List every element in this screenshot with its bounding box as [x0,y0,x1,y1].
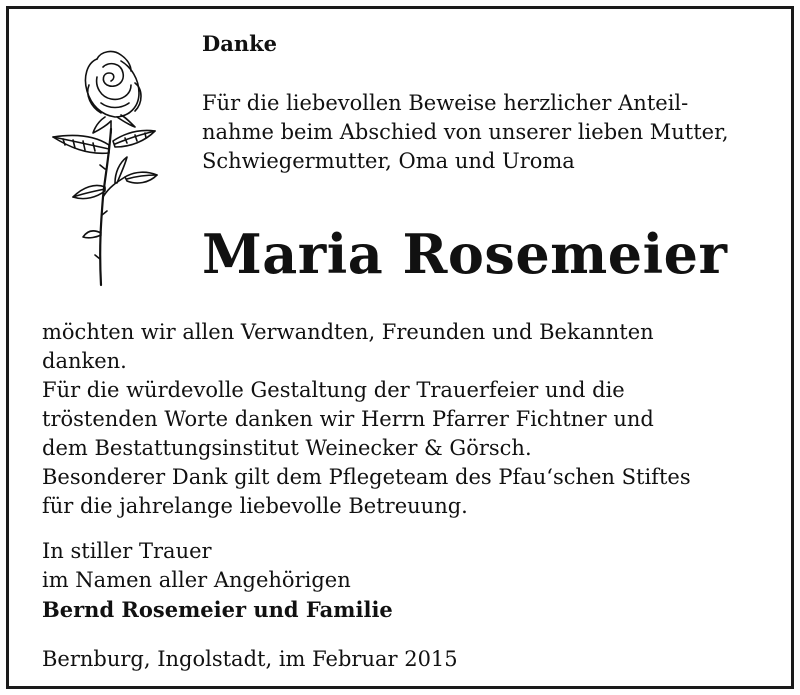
body-line: Besonderer Dank gilt dem Pflegeteam des Pfau‘schen Stiftes [42,465,691,489]
intro-line: Schwiegermutter, Oma und Uroma [202,149,575,173]
mourning-block [42,537,393,624]
deceased-name: Maria Rosemeier [202,222,728,286]
intro-line: nahme beim Abschied von unserer lieben Mutter, [202,120,729,144]
heading: Danke [202,31,277,56]
mourning-line: im Namen aller Angehörigen [42,568,351,592]
body-line: danken. [42,349,127,373]
body-line: tröstenden Worte danken wir Herrn Pfarrer Fichtner und [42,407,654,431]
body-text [42,318,691,521]
intro-line: Für die liebevollen Beweise herzlicher Anteil- [202,91,689,115]
intro-text [202,89,729,176]
obituary-notice [6,6,794,689]
body-line: für die jahrelange liebevolle Betreuung. [42,494,468,518]
signature: Bernd Rosemeier und Familie [42,597,393,622]
rose-icon [39,37,169,289]
body-line: Für die würdevolle Gestaltung der Trauerfeier und die [42,378,625,402]
body-line: möchten wir allen Verwandten, Freunden und Bekannten [42,320,654,344]
place-date: Bernburg, Ingolstadt, im Februar 2015 [42,647,458,671]
mourning-line: In stiller Trauer [42,539,212,563]
body-line: dem Bestattungsinstitut Weinecker & Görsch. [42,436,532,460]
